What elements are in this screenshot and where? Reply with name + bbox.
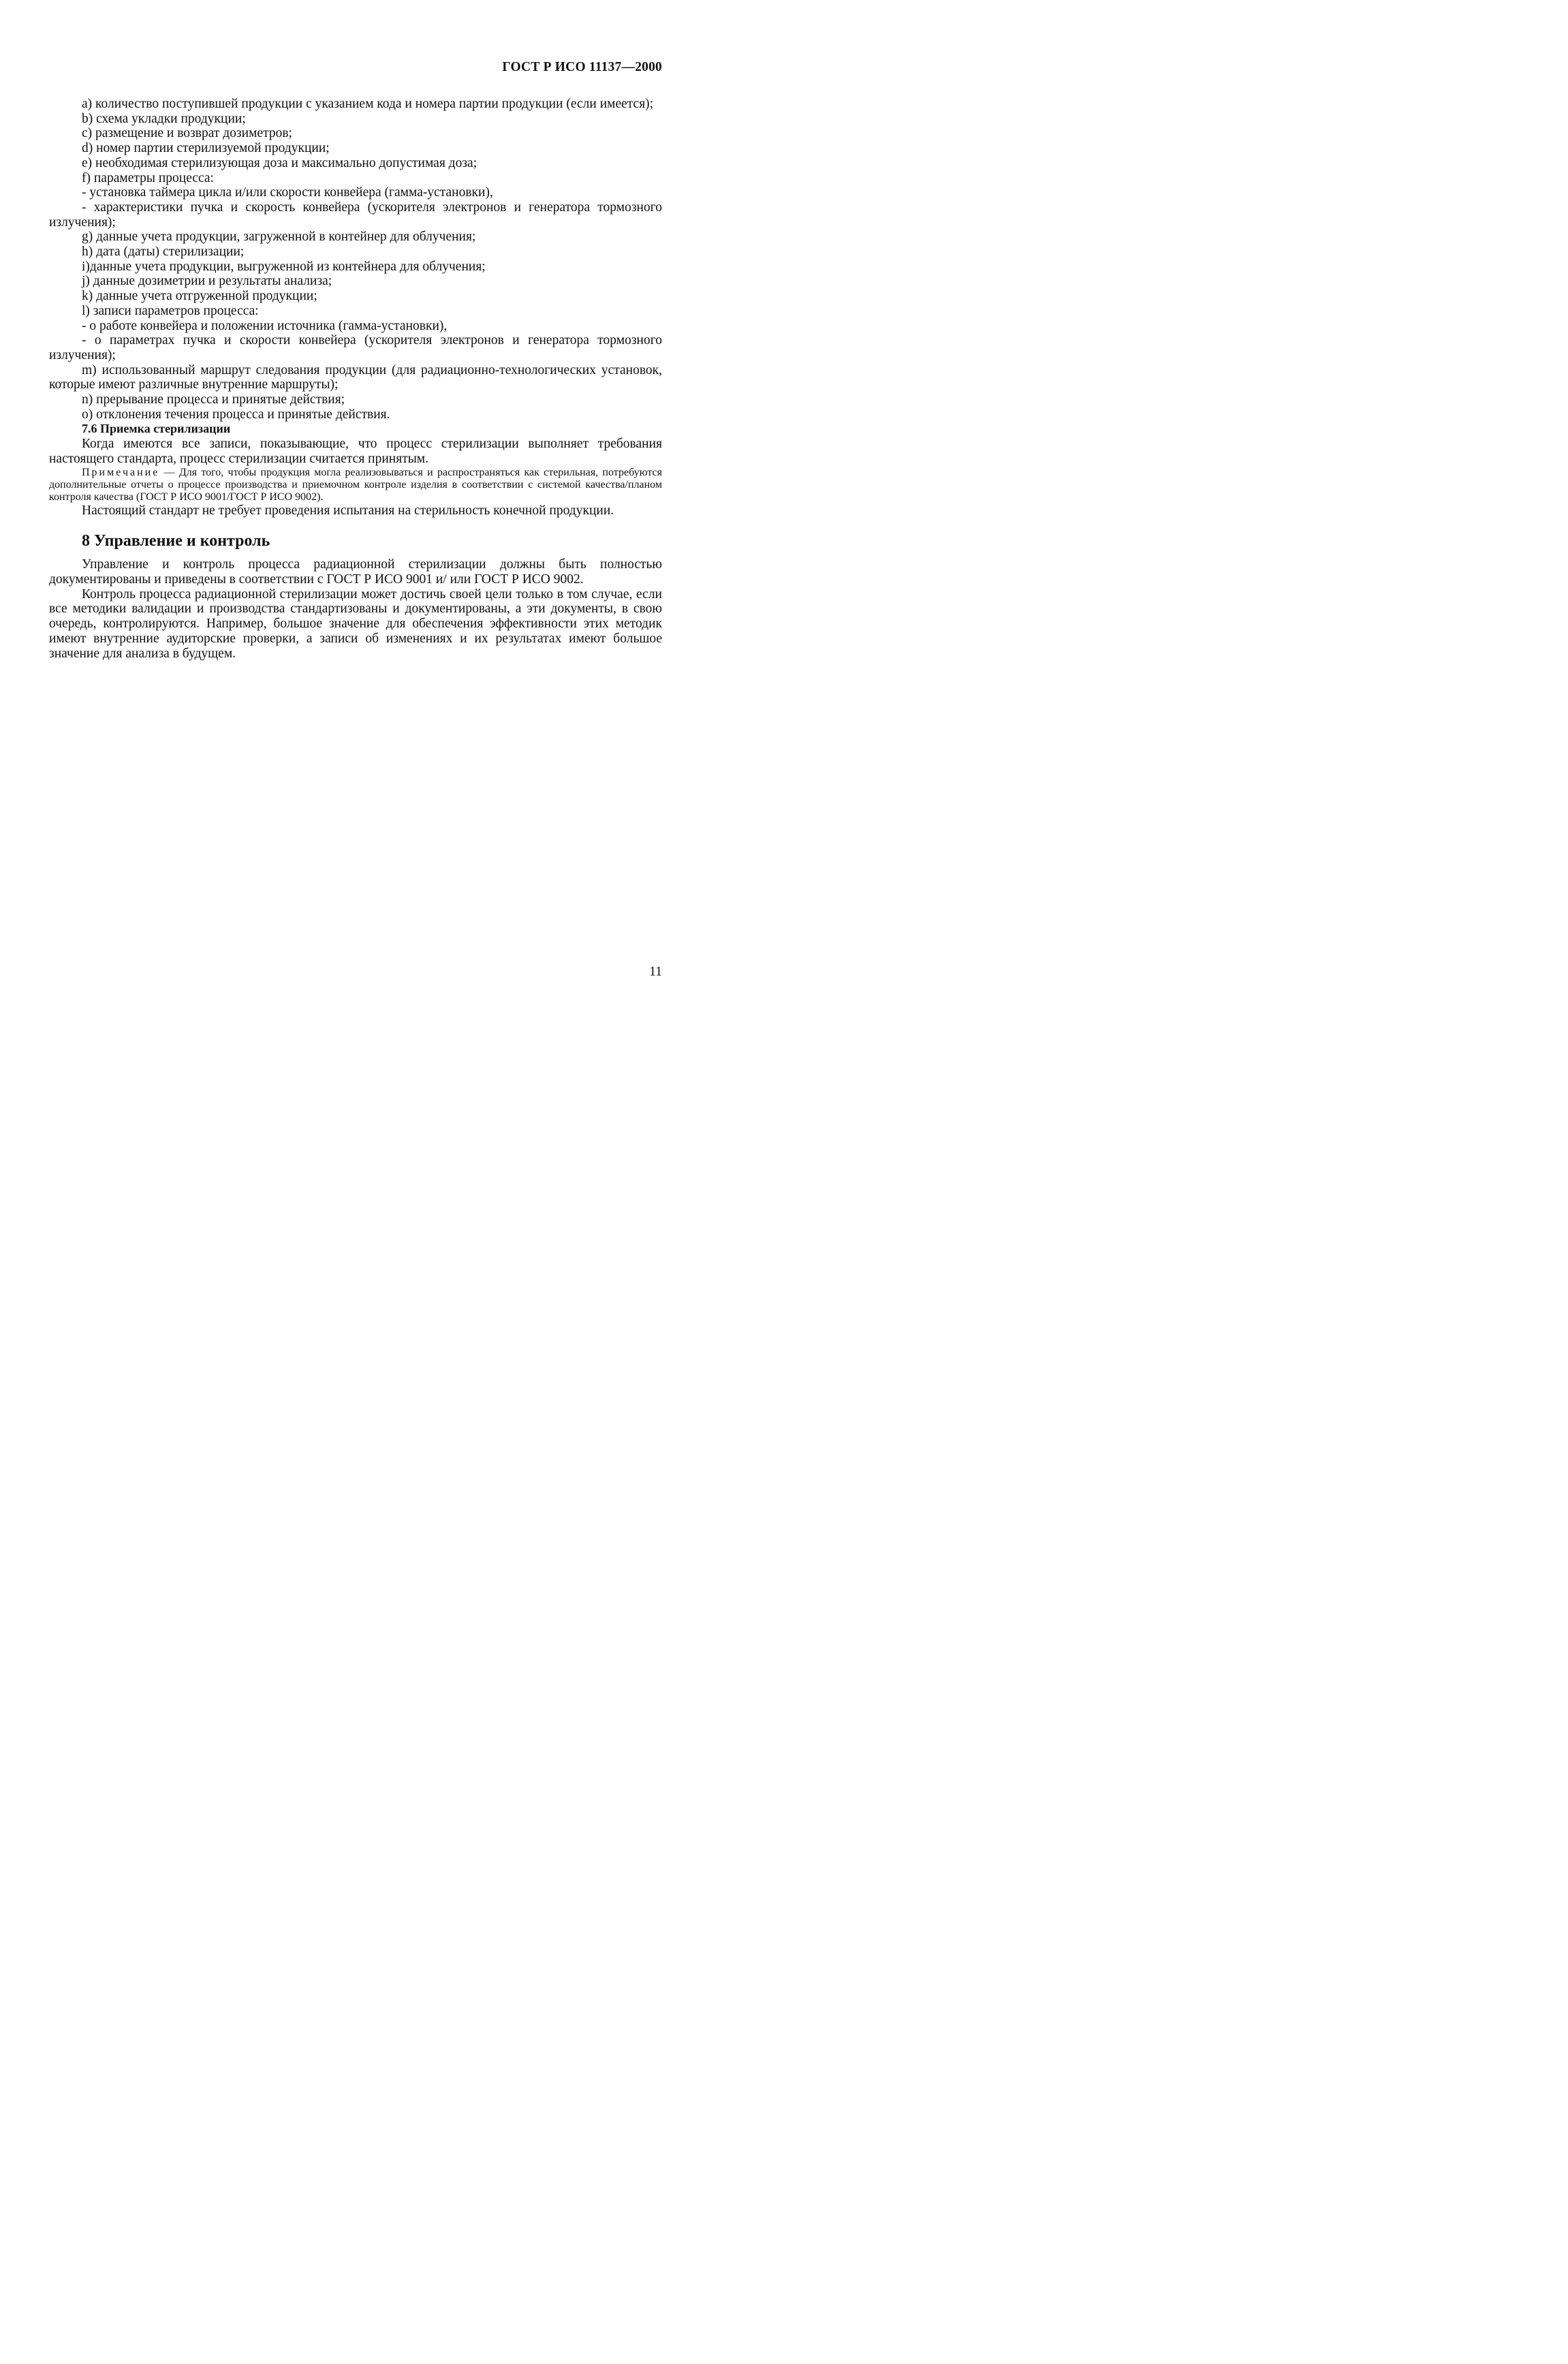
document-page [0, 0, 714, 1077]
section-paragraph: Управление и контроль процесса радиационной стерилизации должны быть полностью документированы и приведены в соответствии с ГОСТ Р ИСО 9001 и/ или ГОСТ Р ИСО 9002. [49, 557, 662, 587]
list-item: m) использованный маршрут следования продукции (для радиационно-технологических установок, которые имеют различные внутренние маршруты); [49, 362, 662, 392]
list-item: a) количество поступившей продукции с указанием кода и номера партии продукции (если имеется); [82, 97, 654, 111]
section-paragraph: Контроль процесса радиационной стерилизации может достичь своей цели только в том случае, если все методики валидации и производства стандартизованы и документированы, а эти документы, в свою очередь, контролируются. Например, большое значение для обеспечения эффективности этих методик имеют внутренние аудиторские проверки, а записи об изменениях и их результатах имеют большое значение для анализа в будущем. [49, 587, 662, 661]
subsection-title: 7.6 Приемка стерилизации [82, 422, 231, 436]
note [49, 467, 662, 503]
list-item: - характеристики пучка и скорость конвейера (ускорителя электронов и генератора тормозного излучения); [49, 200, 662, 230]
section-title: 8 Управление и контроль [82, 532, 270, 550]
list-item: e) необходимая стерилизующая доза и максимально допустимая доза; [82, 155, 477, 170]
list-item: b) схема укладки продукции; [82, 111, 246, 126]
document-body [49, 97, 662, 661]
list-item: l) записи параметров процесса: [82, 303, 259, 318]
list-item: o) отклонения течения процесса и принятые действия. [82, 407, 390, 422]
note-text: — Для того, чтобы продукция могла реализовываться и распространяться как стерильная, потребуются дополнительные отчеты о процессе производства и приемочном контроле изделия в соответствии с системой качества/планом контроля качества (ГОСТ Р ИСО 9001/ГОСТ Р ИСО 9002). [49, 466, 662, 503]
list-item: f) параметры процесса: [82, 170, 214, 185]
closing-paragraph: Настоящий стандарт не требует проведения испытания на стерильность конечной продукции. [82, 503, 614, 518]
list-item: n) прерывание процесса и принятые действия; [82, 392, 345, 407]
list-item: d) номер партии стерилизуемой продукции; [82, 141, 330, 156]
list-item: g) данные учета продукции, загруженной в контейнер для облучения; [82, 230, 476, 245]
list-item: - о параметрах пучка и скорости конвейера (ускорителя электронов и генератора тормозного излучения); [49, 333, 662, 362]
list-item: c) размещение и возврат дозиметров; [82, 126, 292, 141]
document-code: ГОСТ Р ИСО 11137—2000 [502, 60, 662, 74]
page-number: 11 [649, 965, 662, 979]
list-item: - установка таймера цикла и/или скорости конвейера (гамма-установки), [82, 185, 493, 200]
note-label: Примечание [82, 466, 160, 478]
list-item: - о работе конвейера и положении источника (гамма-установки), [82, 318, 448, 333]
process-record-list [49, 97, 662, 422]
list-item: h) дата (даты) стерилизации; [82, 245, 245, 260]
list-item: i)данные учета продукции, выгруженной из контейнера для облучения; [82, 259, 486, 274]
subsection-paragraph: Когда имеются все записи, показывающие, что процесс стерилизации выполняет требования настоящего стандарта, процесс стерилизации считается принятым. [49, 437, 662, 466]
list-item: k) данные учета отгруженной продукции; [82, 289, 317, 304]
list-item: j) данные дозиметрии и результаты анализа; [82, 274, 332, 289]
